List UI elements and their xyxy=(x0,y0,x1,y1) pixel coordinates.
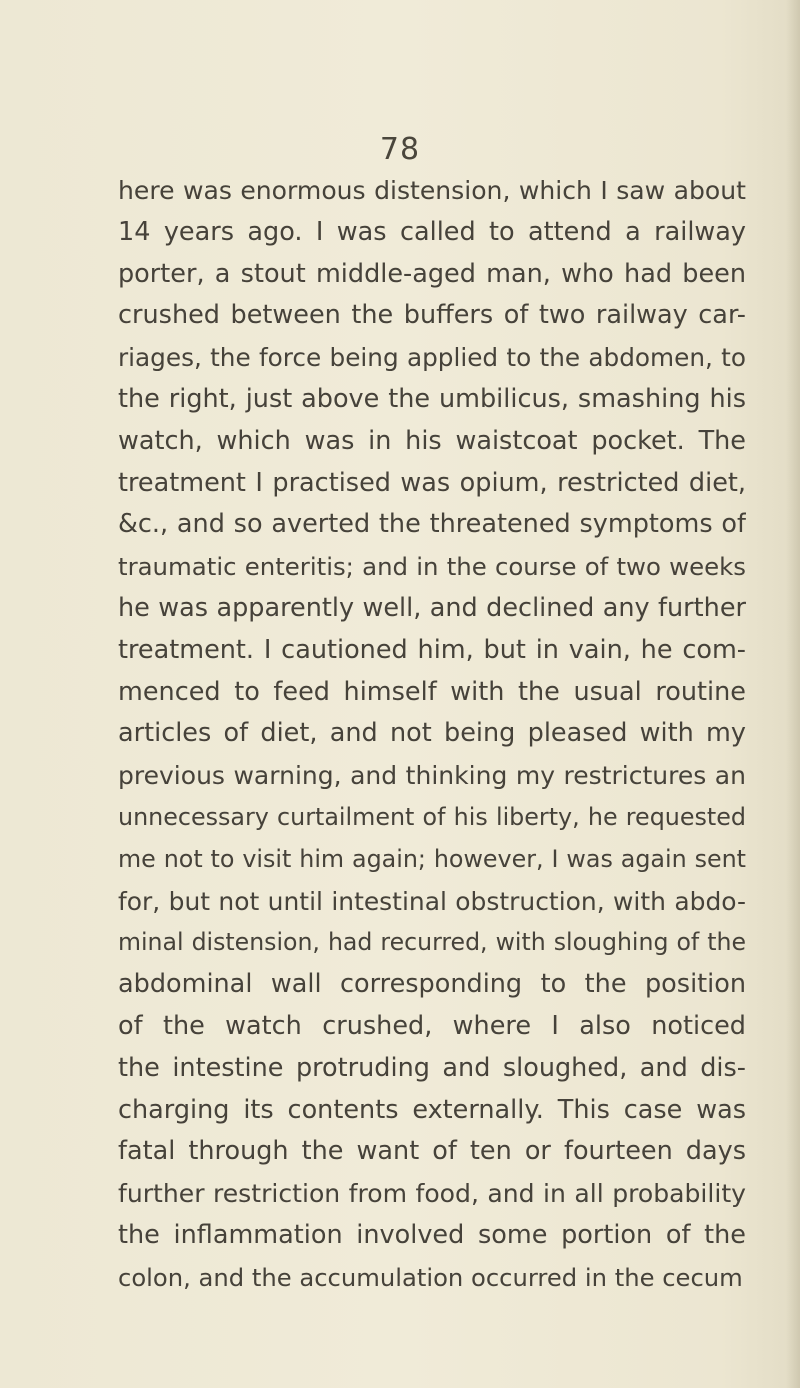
text-line: treatment I practised was opium, restricted diet, xyxy=(118,467,746,498)
text-line: further restriction from food, and in all probability xyxy=(118,1179,746,1209)
text-line: here was enormous distension, which I saw about xyxy=(118,176,746,205)
text-line: treatment. I cautioned him, but in vain, he com- xyxy=(118,634,746,665)
text-line: 14 years ago. I was called to attend a railway xyxy=(118,216,746,247)
text-line: for, but not until intestinal obstruction, with abdo- xyxy=(118,886,746,916)
text-line: &c., and so averted the threatened symptoms of xyxy=(118,509,746,540)
text-line: abdominal wall corresponding to the position xyxy=(118,969,746,1000)
text-line: porter, a stout middle-aged man, who had been xyxy=(118,258,746,289)
text-line: charging its contents externally. This case was xyxy=(118,1094,746,1125)
text-line: unnecessary curtailment of his liberty, he requested xyxy=(118,802,746,831)
text-line: traumatic enteritis; and in the course of two weeks xyxy=(118,552,746,582)
text-line: articles of diet, and not being pleased with my xyxy=(118,718,746,749)
text-line: me not to visit him again; however, I was again sent xyxy=(118,844,746,873)
text-line: watch, which was in his waistcoat pocket. The xyxy=(118,425,746,456)
text-line: the intestine protruding and sloughed, and dis- xyxy=(118,1052,746,1083)
text-line: previous warning, and thinking my restrictures an xyxy=(118,761,746,791)
page-number: 78 xyxy=(379,132,421,167)
body-text xyxy=(118,170,746,1299)
text-line: crushed between the buffers of two railway car- xyxy=(118,300,746,331)
text-line: fatal through the want of ten or fourteen days xyxy=(118,1136,746,1167)
text-line: of the watch crushed, where I also noticed xyxy=(118,1010,746,1041)
text-line: he was apparently well, and declined any further xyxy=(118,592,746,623)
text-line: colon, and the accumulation occurred in the cecum xyxy=(118,1262,743,1292)
text-line: riages, the force being applied to the abdomen, to xyxy=(118,343,746,373)
text-line: the inflammation involved some portion of the xyxy=(118,1219,746,1250)
page-edge-shadow xyxy=(786,0,800,1388)
text-line: the right, just above the umbilicus, smashing his xyxy=(118,383,746,414)
text-line: menced to feed himself with the usual routine xyxy=(118,676,746,707)
text-line: minal distension, had recurred, with sloughing of the xyxy=(118,928,746,957)
